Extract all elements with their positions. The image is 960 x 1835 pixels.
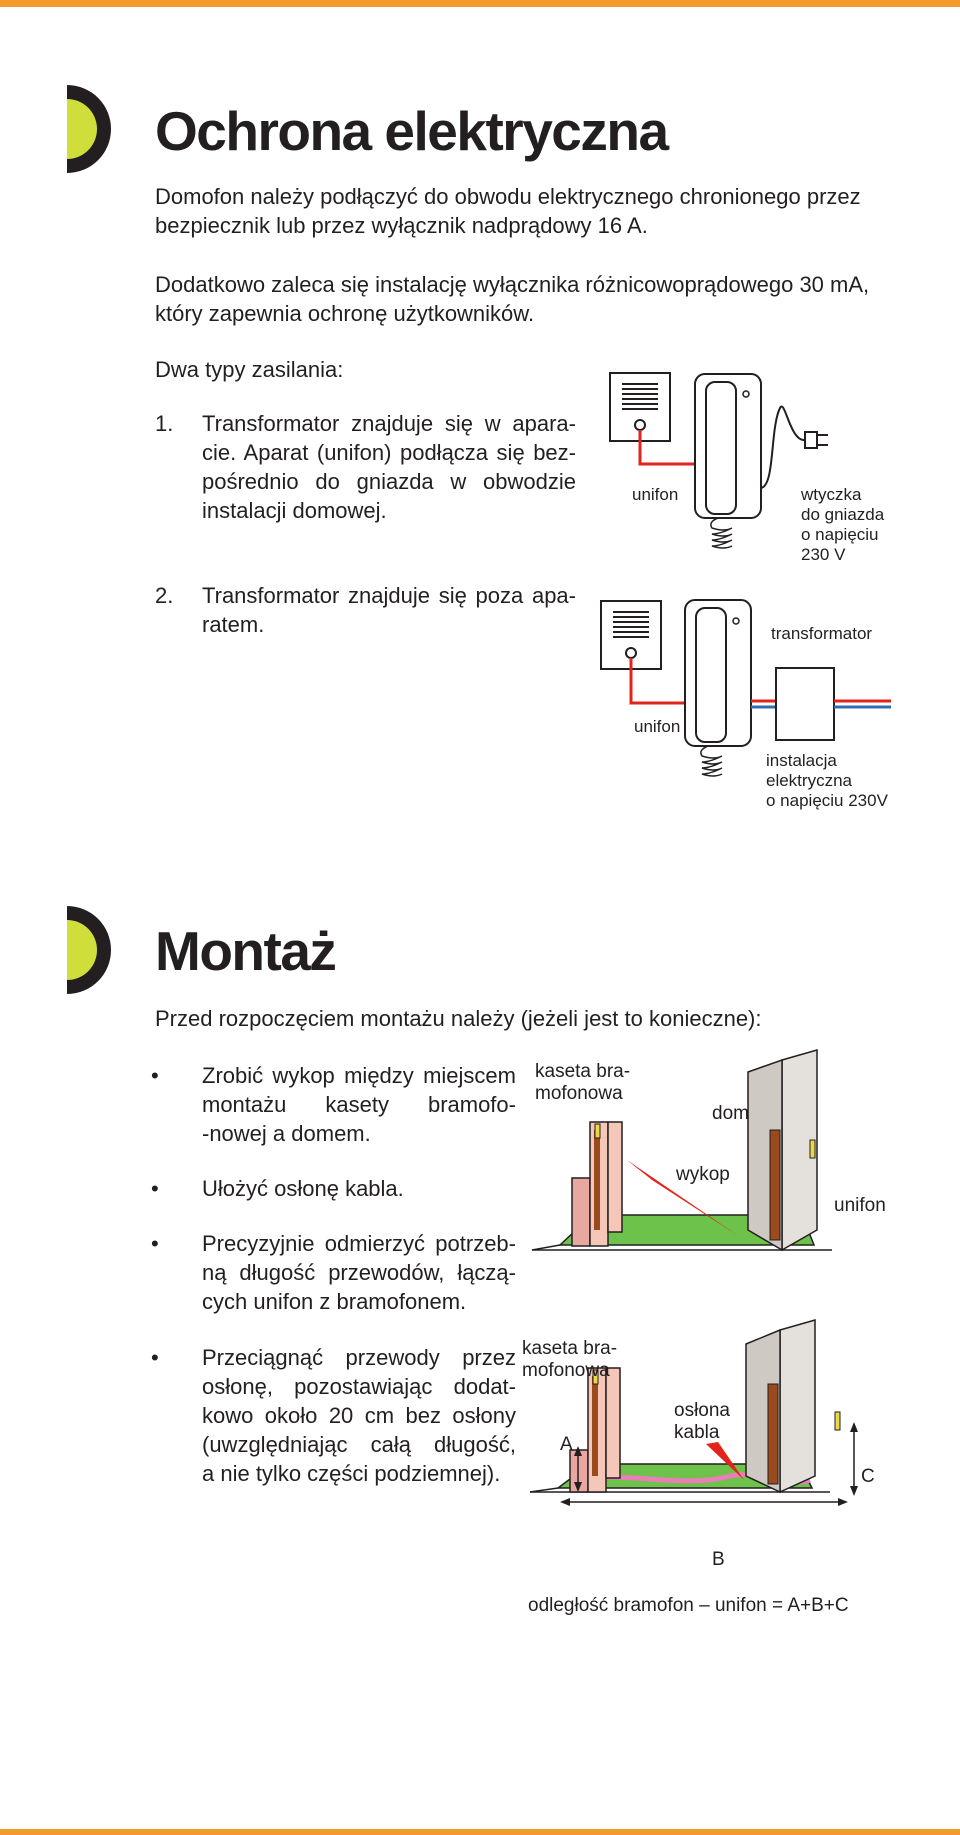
distance-formula: odległość bramofon – unifon = A+B+C	[528, 1595, 849, 1616]
diagram-label-oslona: osłona	[674, 1400, 730, 1421]
bottom-accent-bar	[0, 1829, 960, 1835]
section-marker-icon	[67, 85, 113, 173]
bullet-line: cych unifon z bramofonem.	[202, 1289, 467, 1314]
diagram-label-dom: dom	[712, 1103, 749, 1124]
list-item-line: instalacji domowej.	[202, 498, 387, 523]
bullet-icon: •	[151, 1345, 159, 1370]
bullet-line: Zrobić wykop między miejscem	[202, 1063, 516, 1088]
montaz-intro: Przed rozpoczęciem montażu należy (jeżeli jest to konieczne):	[155, 1006, 762, 1031]
paragraph-line: który zapewnia ochronę użytkowników.	[155, 301, 535, 326]
diagram-label-unifon: unifon	[634, 717, 681, 736]
diagram-label-installation: elektryczna	[766, 771, 852, 790]
bullet-line: Precyzyjnie odmierzyć potrzeb-	[202, 1231, 516, 1256]
dimension-label-c: C	[861, 1466, 875, 1487]
list-item-line: ratem.	[202, 612, 265, 637]
bullet-line: -nowej a domem.	[202, 1121, 371, 1146]
diagram-label-installation: instalacja	[766, 751, 837, 770]
diagram-label-transformator: transformator	[771, 624, 873, 643]
bullet-line: montażu kasety bramofo-	[202, 1092, 516, 1117]
bullet-line: (uwzględniając całą długość,	[202, 1432, 516, 1457]
paragraph-line: Dodatkowo zaleca się instalację wyłącznika różnicowoprądowego 30 mA,	[155, 272, 870, 297]
bullet-line: osłonę, pozostawiając dodat-	[202, 1374, 516, 1399]
list-item-line: Transformator znajduje się w apara-	[202, 411, 576, 436]
bullet-line: kowo około 20 cm bez osłony	[202, 1403, 516, 1428]
paragraph-line: Domofon należy podłączyć do obwodu elektrycznego chronionego przez	[155, 184, 861, 209]
list-item-line: pośrednio do gniazda w obwodzie	[202, 469, 576, 494]
bullet-line: Przeciągnąć przewody przez	[202, 1345, 516, 1370]
list-number: 2.	[155, 583, 174, 608]
diagram-label-plug: 230 V	[801, 545, 846, 564]
bullet-line: Ułożyć osłonę kabla.	[202, 1176, 404, 1201]
dimension-label-b: B	[712, 1549, 725, 1570]
diagram-label-kaseta: kaseta bra-	[522, 1338, 618, 1359]
bullet-line: ną długość przewodów, łączą-	[202, 1260, 516, 1285]
dimension-label-a: A	[560, 1434, 573, 1455]
power-types-intro: Dwa typy zasilania:	[155, 357, 344, 382]
diagram-label-kaseta: mofonowa	[522, 1360, 610, 1381]
section-marker-icon	[67, 906, 113, 994]
diagram-label-kaseta: mofonowa	[535, 1083, 623, 1104]
diagram-label-plug: do gniazda	[801, 505, 885, 524]
diagram-label-installation: o napięciu 230V	[766, 791, 888, 810]
bullet-line: a nie tylko części podziemnej).	[202, 1461, 501, 1486]
list-item-line: cie. Aparat (unifon) podłącza się bez-	[202, 440, 576, 465]
list-item-line: Transformator znajduje się poza apa-	[202, 583, 576, 608]
paragraph-line: bezpiecznik lub przez wyłącznik nadprądowy 16 A.	[155, 213, 648, 238]
diagram-label-unifon: unifon	[834, 1195, 886, 1216]
section-heading-montaz: Montaż	[155, 920, 336, 982]
diagram-label-plug: wtyczka	[801, 485, 862, 504]
bullet-icon: •	[151, 1176, 159, 1201]
list-number: 1.	[155, 411, 174, 436]
diagram-label-unifon: unifon	[632, 485, 679, 504]
bullet-icon: •	[151, 1231, 159, 1256]
diagram-label-wykop: wykop	[676, 1164, 730, 1185]
top-accent-bar	[0, 0, 960, 7]
section-heading-ochrona: Ochrona elektryczna	[155, 100, 668, 162]
diagram-label-plug: o napięciu	[801, 525, 879, 544]
diagram-label-kaseta: kaseta bra-	[535, 1061, 631, 1082]
bullet-icon: •	[151, 1063, 159, 1088]
diagram-label-oslona: kabla	[674, 1422, 720, 1443]
